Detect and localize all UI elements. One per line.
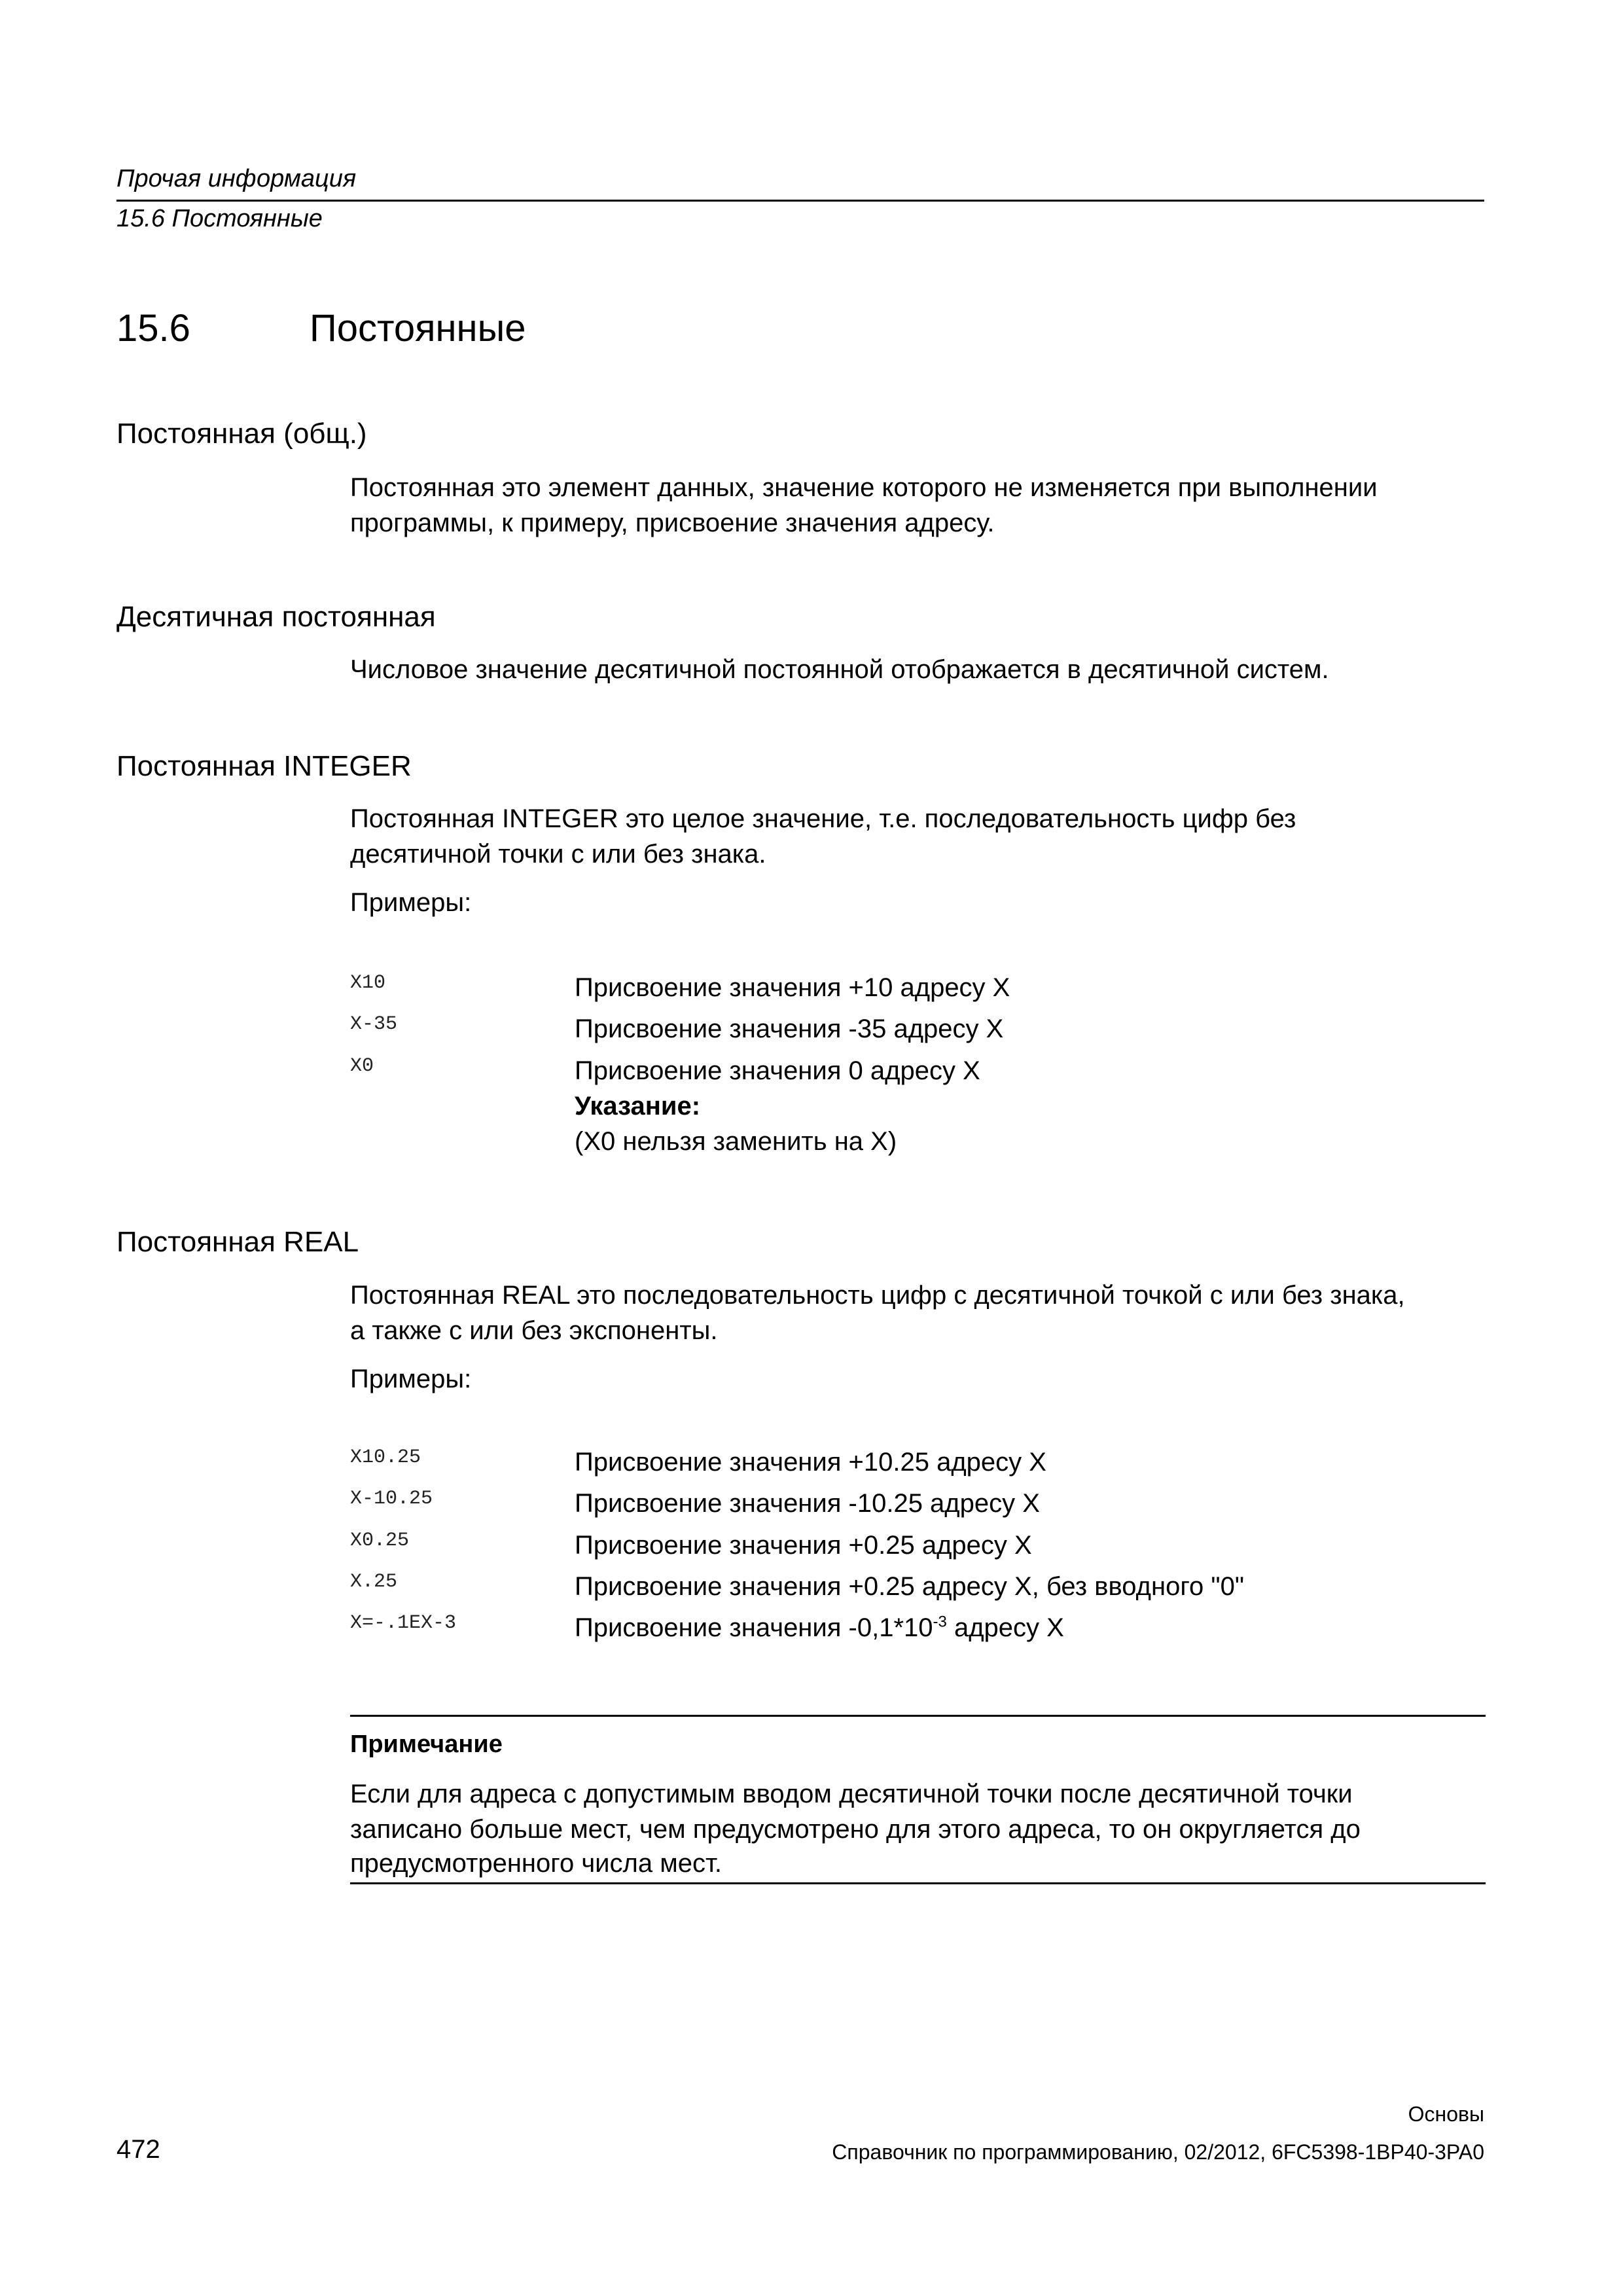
integer-example-desc: Присвоение значения -35 адресу X — [575, 1014, 1004, 1043]
note-text-line3: предусмотренного числа мест. — [350, 1849, 722, 1878]
real-text-line1: Постоянная REAL это последовательность цифр с десятичной точкой с или без знака, — [350, 1281, 1405, 1310]
footer-doc-name: Основы — [1408, 2102, 1484, 2126]
heading-integer: Постоянная INTEGER — [116, 750, 412, 782]
real-example-desc: Присвоение значения +10.25 адресу X — [575, 1448, 1046, 1477]
note-bottom-rule — [350, 1882, 1486, 1884]
integer-example-code: X10 — [350, 972, 386, 994]
heading-general: Постоянная (общ.) — [116, 418, 367, 450]
integer-text-line1: Постоянная INTEGER это целое значение, т.е. последовательность цифр без — [350, 804, 1296, 833]
exponent-superscript: -3 — [933, 1613, 947, 1631]
real-examples-label: Примеры: — [350, 1365, 472, 1393]
note-text-line2: записано больше мест, чем предусмотрено для этого адреса, то он округляется до — [350, 1815, 1361, 1844]
real-example-code: X=-.1EX-3 — [350, 1612, 457, 1634]
real-example-code: X-10.25 — [350, 1488, 433, 1510]
section-number: 15.6 — [116, 307, 190, 350]
integer-example-code: X0 — [350, 1055, 374, 1077]
integer-example-desc: Присвоение значения 0 адресу X — [575, 1056, 980, 1085]
real-example-desc: Присвоение значения -10.25 адресу X — [575, 1489, 1040, 1518]
page-number: 472 — [116, 2135, 160, 2164]
real-example-desc-post: адресу X — [946, 1613, 1064, 1642]
real-example-desc-pre: Присвоение значения -0,1*10 — [575, 1613, 933, 1642]
real-example-code: X10.25 — [350, 1446, 421, 1469]
heading-decimal: Десятичная постоянная — [116, 601, 436, 633]
header-rule — [116, 200, 1484, 202]
real-text-line2: а также с или без экспоненты. — [350, 1316, 718, 1345]
integer-examples-label: Примеры: — [350, 888, 472, 917]
integer-example-code: X-35 — [350, 1013, 398, 1035]
note-top-rule — [350, 1715, 1486, 1717]
real-example-desc — [575, 1613, 1064, 1643]
integer-text-line2: десятичной точки с или без знака. — [350, 840, 766, 869]
integer-note-label: Указание: — [575, 1092, 701, 1121]
real-example-code: X0.25 — [350, 1530, 410, 1552]
general-text-line2: программы, к примеру, присвоение значения адресу. — [350, 509, 995, 537]
running-header-section: 15.6 Постоянные — [116, 205, 323, 232]
decimal-text: Числовое значение десятичной постоянной отображается в десятичной систем. — [350, 655, 1329, 684]
integer-example-desc: Присвоение значения +10 адресу X — [575, 973, 1010, 1002]
real-example-desc: Присвоение значения +0.25 адресу X — [575, 1531, 1032, 1560]
real-example-desc: Присвоение значения +0.25 адресу X, без вводного "0" — [575, 1572, 1245, 1601]
real-example-code: X.25 — [350, 1571, 398, 1593]
note-text-line1: Если для адреса с допустимым вводом десятичной точки после десятичной точки — [350, 1780, 1353, 1808]
note-title: Примечание — [350, 1731, 503, 1758]
section-title: Постоянные — [310, 307, 526, 350]
integer-note-text: (X0 нельзя заменить на X) — [575, 1127, 897, 1156]
footer-doc-info: Справочник по программированию, 02/2012, 6FC5398-1BP40-3PA0 — [832, 2140, 1484, 2164]
heading-real: Постоянная REAL — [116, 1226, 359, 1258]
general-text-line1: Постоянная это элемент данных, значение которого не изменяется при выполнении — [350, 473, 1378, 502]
running-header-chapter: Прочая информация — [116, 165, 357, 192]
